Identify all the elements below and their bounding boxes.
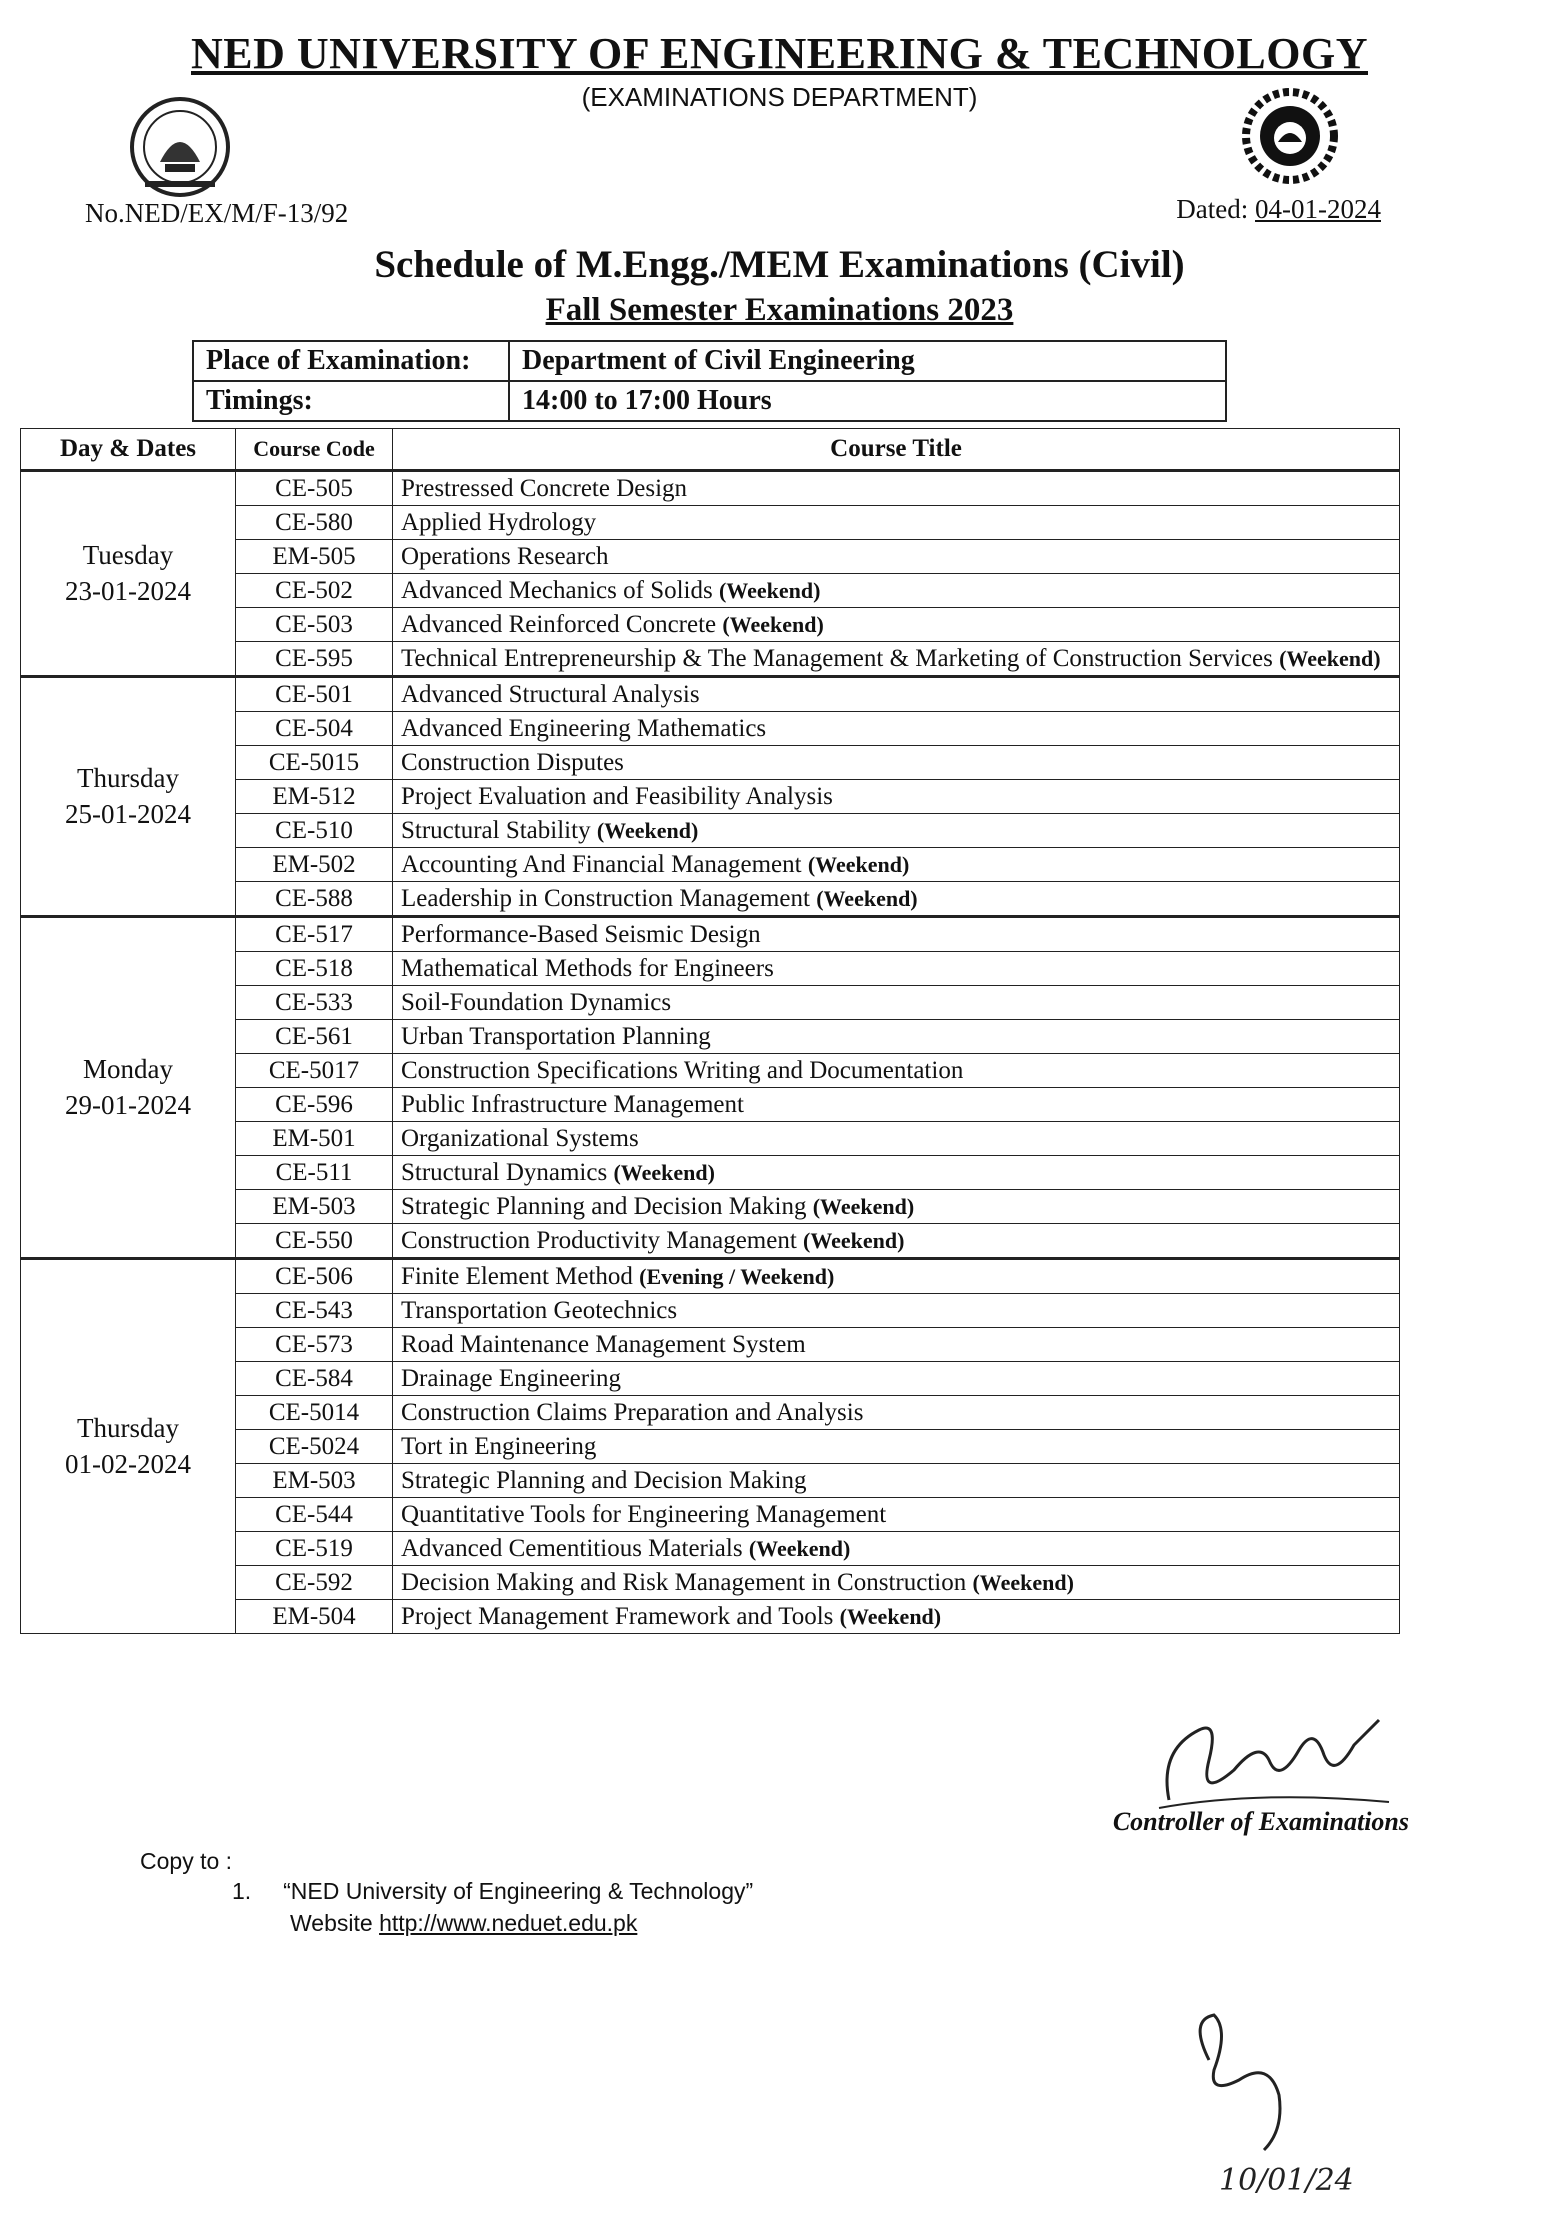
dated-label: Dated: (1176, 194, 1249, 224)
course-title-cell (393, 1020, 1400, 1054)
schedule-tag: (Weekend) (613, 1159, 715, 1185)
dated-value: 04-01-2024 (1255, 194, 1381, 224)
course-title: Performance-Based Seismic Design (401, 920, 761, 948)
course-code: CE-5017 (236, 1054, 393, 1088)
table-row (21, 677, 1400, 712)
course-code: EM-502 (236, 848, 393, 882)
day-name: Thursday (77, 763, 179, 794)
course-title: Organizational Systems (401, 1124, 639, 1152)
course-title-cell (393, 540, 1400, 574)
schedule-tag: (Weekend) (1279, 645, 1381, 671)
course-code: EM-512 (236, 780, 393, 814)
course-title-cell (393, 471, 1400, 506)
schedule-tag: (Weekend) (596, 817, 699, 843)
course-title: Construction Productivity Management (401, 1226, 797, 1254)
exam-info-table (192, 340, 1227, 422)
course-code: CE-596 (236, 1088, 393, 1122)
schedule-tag: (Evening / Weekend) (639, 1263, 835, 1289)
course-code: CE-511 (236, 1156, 393, 1190)
copy-item-name: “NED University of Engineering & Technology” (283, 1878, 754, 1904)
course-title: Soil-Foundation Dynamics (401, 988, 672, 1016)
day-date-cell (21, 1259, 236, 1634)
course-code: CE-505 (236, 471, 393, 506)
day-name: Tuesday (82, 540, 174, 571)
controller-title: Controller of Examinations (1112, 1807, 1409, 1836)
course-title: Operations Research (401, 542, 609, 570)
course-code: EM-503 (236, 1190, 393, 1224)
schedule-tag: (Weekend) (722, 611, 824, 637)
course-code: CE-580 (236, 506, 393, 540)
table-row (21, 917, 1400, 952)
place-row (193, 341, 1226, 381)
course-title-cell (393, 1498, 1400, 1532)
course-title-cell (393, 1156, 1400, 1190)
course-title-cell (393, 1088, 1400, 1122)
day-name: Thursday (77, 1413, 179, 1444)
course-title: Structural Stability (401, 816, 591, 844)
course-code: CE-584 (236, 1362, 393, 1396)
course-title-cell (393, 506, 1400, 540)
course-title: Public Infrastructure Management (401, 1090, 744, 1118)
exam-date: 29-01-2024 (65, 1089, 191, 1120)
course-code: CE-543 (236, 1294, 393, 1328)
header-day: Day & Dates (21, 429, 236, 471)
schedule-tag: (Weekend) (807, 851, 910, 877)
course-code: CE-501 (236, 677, 393, 712)
course-code: CE-595 (236, 642, 393, 677)
course-title: Quantitative Tools for Engineering Management (401, 1500, 887, 1528)
website-label: Website (290, 1910, 373, 1936)
course-title-cell (393, 1600, 1400, 1634)
table-header-row (21, 429, 1400, 471)
course-title-cell (393, 677, 1400, 712)
semester-title: Fall Semester Examinations 2023 (545, 292, 1014, 328)
course-title-cell (393, 882, 1400, 917)
course-code: CE-5024 (236, 1430, 393, 1464)
course-title: Applied Hydrology (401, 508, 597, 536)
department-seal (1240, 86, 1340, 186)
course-title-cell (393, 712, 1400, 746)
course-code: EM-504 (236, 1600, 393, 1634)
course-title-cell (393, 1532, 1400, 1566)
course-title: Strategic Planning and Decision Making (401, 1192, 807, 1220)
course-title: Strategic Planning and Decision Making (401, 1466, 807, 1494)
copy-item (232, 1878, 753, 1905)
course-code: CE-5014 (236, 1396, 393, 1430)
timing-value: 14:00 to 17:00 Hours (509, 381, 1226, 421)
day-name: Monday (83, 1054, 173, 1085)
schedule-tag: (Weekend) (812, 1193, 915, 1219)
schedule-tag: (Weekend) (718, 577, 821, 603)
course-code: CE-510 (236, 814, 393, 848)
header-title: Course Title (393, 429, 1400, 471)
course-title-cell (393, 986, 1400, 1020)
course-title: Drainage Engineering (401, 1364, 622, 1392)
course-title: Prestressed Concrete Design (401, 474, 688, 502)
course-code: CE-503 (236, 608, 393, 642)
course-title: Decision Making and Risk Management in Construction (401, 1568, 967, 1596)
course-title: Project Management Framework and Tools (401, 1602, 834, 1630)
handwritten-initials-date (1169, 2000, 1409, 2210)
timing-row (193, 381, 1226, 421)
day-date-cell (21, 471, 236, 677)
course-title: Advanced Structural Analysis (401, 680, 700, 708)
place-label: Place of Examination: (193, 341, 509, 381)
schedule-title: Schedule of M.Engg./MEM Examinations (Civil) (374, 243, 1185, 286)
table-row (21, 1259, 1400, 1294)
course-title-cell (393, 917, 1400, 952)
handwritten-date: 10/01/24 (1219, 2163, 1354, 2198)
course-title-cell (393, 848, 1400, 882)
copy-to-label: Copy to : (140, 1848, 233, 1874)
course-title-cell (393, 1566, 1400, 1600)
university-logo (125, 92, 235, 202)
course-title: Transportation Geotechnics (401, 1296, 678, 1324)
course-code: CE-550 (236, 1224, 393, 1259)
course-title-cell (393, 1328, 1400, 1362)
timing-label: Timings: (193, 381, 509, 421)
exam-schedule-table (20, 428, 1400, 1634)
course-title: Tort in Engineering (401, 1432, 597, 1460)
course-title: Advanced Engineering Mathematics (401, 714, 767, 742)
course-title-cell (393, 642, 1400, 677)
course-code: CE-533 (236, 986, 393, 1020)
exam-date: 25-01-2024 (65, 798, 191, 829)
day-date-cell (21, 677, 236, 917)
course-code: CE-504 (236, 712, 393, 746)
course-title: Road Maintenance Management System (401, 1330, 806, 1358)
copy-item-number: 1. (232, 1878, 252, 1904)
course-title-cell (393, 1430, 1400, 1464)
website-link[interactable]: http://www.neduet.edu.pk (379, 1910, 638, 1936)
course-title-cell (393, 1362, 1400, 1396)
course-title-cell (393, 1396, 1400, 1430)
course-title: Advanced Reinforced Concrete (401, 610, 717, 638)
exam-date: 01-02-2024 (65, 1448, 191, 1479)
course-code: CE-5015 (236, 746, 393, 780)
course-title-cell (393, 1224, 1400, 1259)
table-row (21, 471, 1400, 506)
course-title-cell (393, 1122, 1400, 1156)
course-title-cell (393, 780, 1400, 814)
course-code: CE-502 (236, 574, 393, 608)
schedule-tag: (Weekend) (839, 1603, 942, 1629)
course-title-cell (393, 608, 1400, 642)
course-code: CE-592 (236, 1566, 393, 1600)
course-title-cell (393, 814, 1400, 848)
course-code: CE-544 (236, 1498, 393, 1532)
exam-date: 23-01-2024 (65, 575, 191, 606)
header-code: Course Code (236, 429, 393, 471)
course-title-cell (393, 1054, 1400, 1088)
course-title: Advanced Mechanics of Solids (401, 576, 713, 604)
department-name: (EXAMINATIONS DEPARTMENT) (581, 82, 978, 112)
university-name: NED UNIVERSITY OF ENGINEERING & TECHNOLOGY (191, 29, 1368, 78)
schedule-tag: (Weekend) (816, 885, 918, 911)
day-date-cell (21, 917, 236, 1259)
exam-schedule-body (21, 471, 1400, 1634)
course-title: Finite Element Method (401, 1262, 633, 1290)
course-code: CE-517 (236, 917, 393, 952)
reference-number: No.NED/EX/M/F-13/92 (85, 198, 349, 228)
course-title: Construction Claims Preparation and Analysis (401, 1398, 864, 1426)
course-title-cell (393, 1190, 1400, 1224)
course-code: EM-505 (236, 540, 393, 574)
course-code: CE-506 (236, 1259, 393, 1294)
course-title-cell (393, 574, 1400, 608)
course-title: Accounting And Financial Management (401, 850, 802, 878)
course-code: CE-561 (236, 1020, 393, 1054)
course-title: Construction Disputes (401, 748, 624, 776)
dated (1176, 194, 1381, 225)
course-title: Structural Dynamics (401, 1158, 608, 1186)
course-title-cell (393, 1259, 1400, 1294)
course-title: Mathematical Methods for Engineers (401, 954, 774, 982)
course-title: Advanced Cementitious Materials (401, 1534, 743, 1562)
schedule-tag: (Weekend) (972, 1569, 1074, 1595)
course-code: EM-501 (236, 1122, 393, 1156)
course-title-cell (393, 746, 1400, 780)
course-code: CE-588 (236, 882, 393, 917)
copy-item-website (290, 1910, 637, 1937)
course-title: Project Evaluation and Feasibility Analysis (401, 782, 833, 810)
course-title-cell (393, 952, 1400, 986)
schedule-tag: (Weekend) (803, 1227, 905, 1253)
course-code: CE-573 (236, 1328, 393, 1362)
course-title-cell (393, 1294, 1400, 1328)
course-code: CE-518 (236, 952, 393, 986)
course-title: Leadership in Construction Management (401, 884, 810, 912)
schedule-tag: (Weekend) (748, 1535, 851, 1561)
course-title-cell (393, 1464, 1400, 1498)
course-code: EM-503 (236, 1464, 393, 1498)
course-title: Construction Specifications Writing and Documentation (401, 1056, 964, 1084)
course-title: Urban Transportation Planning (401, 1022, 711, 1050)
place-value: Department of Civil Engineering (509, 341, 1226, 381)
course-title: Technical Entrepreneurship & The Management & Marketing of Construction Services (401, 644, 1273, 672)
course-code: CE-519 (236, 1532, 393, 1566)
